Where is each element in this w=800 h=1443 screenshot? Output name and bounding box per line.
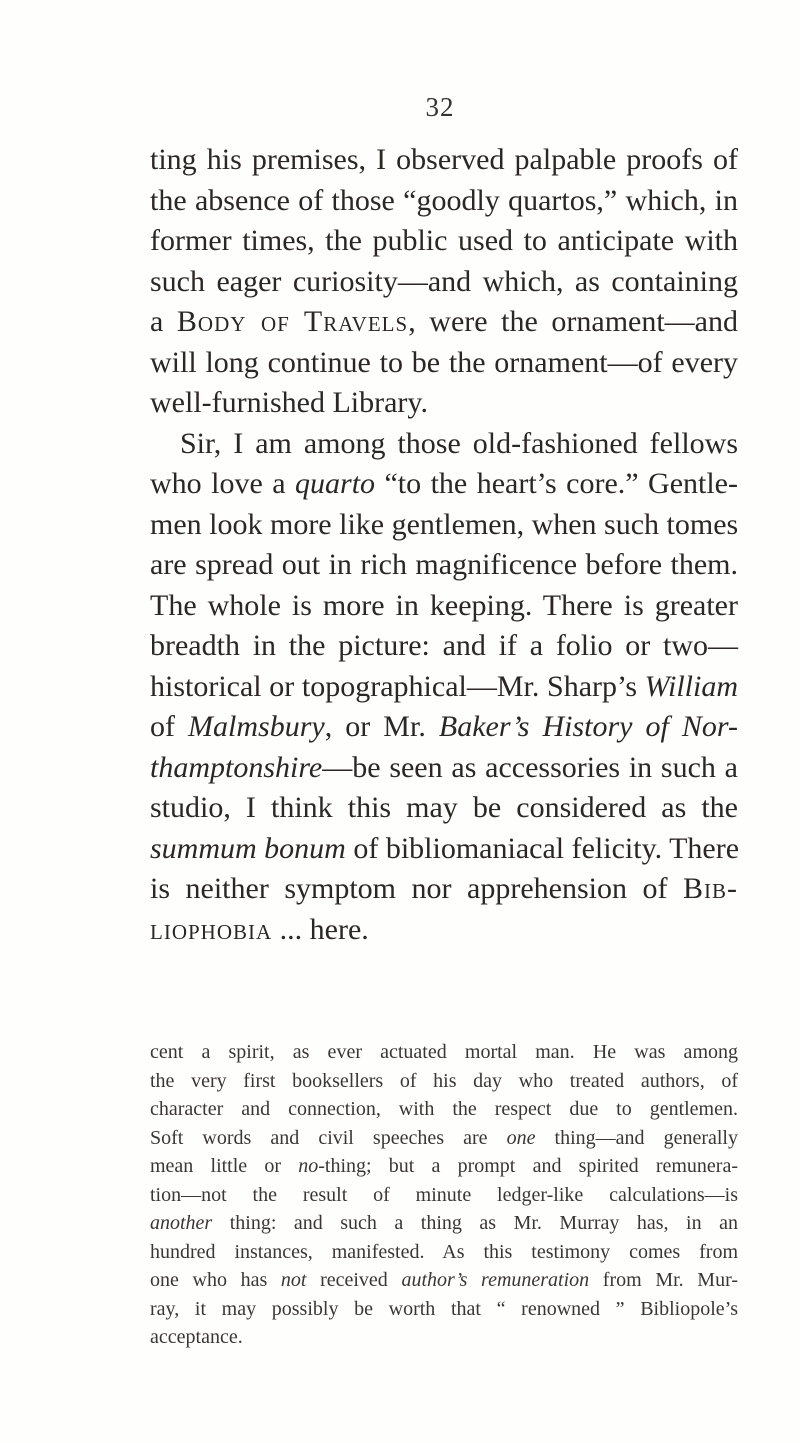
footnote-line: acceptance. <box>150 1326 243 1348</box>
text-line: The whole is more in keeping. There is greater <box>150 588 738 622</box>
footnote-line: character and connection, with the respect due to gentlemen. <box>150 1098 738 1120</box>
footnote-line: cent a spirit, as ever actuated mortal man. He was among <box>150 1041 738 1063</box>
text-segment: received <box>306 1269 402 1291</box>
footnote-line: hundred instances, manifested. As this testimony comes from <box>150 1240 738 1263</box>
footnote-line <box>150 1124 738 1153</box>
italic-phrase: Malmsbury <box>188 710 325 743</box>
text-line <box>150 302 738 343</box>
text-line: Sir, I am among those old-fashioned fellows <box>180 426 738 460</box>
text-segment: of bibliomaniacal felicity. There <box>345 831 740 865</box>
italic-phrase: another <box>150 1212 213 1234</box>
text-segment: is neither symptom nor apprehension of <box>150 872 683 905</box>
italic-phrase: William <box>644 669 738 703</box>
italic-phrase: quarto <box>295 467 376 500</box>
text-line: are spread out in rich magnificence before them. <box>150 548 738 581</box>
text-segment: ... here. <box>272 912 369 946</box>
text-line: studio, I think this may be considered as the <box>150 791 738 824</box>
footnote-block <box>150 1038 738 1352</box>
italic-phrase: thamptonshire <box>150 750 323 784</box>
text-segment: “to the heart’s core.” Gentle- <box>375 467 738 500</box>
text-segment: Soft words and civil speeches are <box>150 1126 507 1149</box>
text-line: ting his premises, I observed palpable proofs of <box>150 143 738 176</box>
text-segment: —be seen as accessories in such a <box>322 750 738 784</box>
italic-phrase: one <box>506 1126 536 1149</box>
text-line <box>150 829 738 870</box>
text-line: the absence of those “goodly quartos,” which, in <box>150 183 738 217</box>
italic-phrase: not <box>280 1269 307 1291</box>
text-line <box>150 910 738 951</box>
text-segment: one who has <box>150 1269 281 1291</box>
footnote-line <box>150 1152 738 1181</box>
text-line <box>150 748 738 789</box>
footnote-line <box>150 1266 738 1295</box>
page-number: 32 <box>425 92 455 122</box>
text-segment: -thing; but a prompt and spirited remunera- <box>318 1155 738 1177</box>
text-segment: thing—and generally <box>535 1126 738 1149</box>
small-caps-phrase: Body of Travels <box>176 305 409 338</box>
text-line: former times, the public used to anticipate with <box>150 224 738 257</box>
footnote-line: the very first booksellers of his day who treated authors, of <box>150 1069 738 1092</box>
text-segment: thing: and such a thing as Mr. Murray has, in an <box>212 1212 738 1234</box>
main-text-block <box>150 140 738 950</box>
text-line <box>150 869 738 910</box>
text-segment: , were the ornament—and <box>408 305 738 338</box>
small-caps-phrase: Bib- <box>683 872 738 905</box>
italic-phrase: author’s remuneration <box>401 1269 590 1291</box>
italic-phrase: no <box>298 1155 319 1177</box>
footnote-line: ray, it may possibly be worth that “ renowned ” Bibliopole’s <box>150 1297 738 1320</box>
text-segment: historical or topographical—Mr. Sharp’s <box>150 669 645 703</box>
text-line: breadth in the picture: and if a folio or two— <box>150 629 738 662</box>
text-segment: from Mr. Mur- <box>589 1269 738 1291</box>
text-line <box>150 667 738 708</box>
text-segment: who love a <box>150 467 296 500</box>
footnote-line <box>150 1209 738 1238</box>
text-line: such eager curiosity—and which, as containing <box>150 264 738 298</box>
text-line: will long continue to be the ornament—of every <box>150 345 738 379</box>
text-segment: of <box>150 710 189 743</box>
italic-phrase: summum bonum <box>150 831 346 865</box>
text-segment: mean little or <box>150 1155 299 1177</box>
text-segment: a <box>150 305 177 338</box>
italic-phrase: Baker’s History of Nor- <box>438 710 738 743</box>
footnote-line: tion—not the result of minute ledger-like calculations—is <box>150 1183 738 1206</box>
text-line: men look more like gentlemen, when such tomes <box>150 507 739 541</box>
text-segment: , or Mr. <box>324 710 439 743</box>
text-line: well-furnished Library. <box>150 386 428 419</box>
text-line <box>150 707 738 748</box>
text-line <box>150 464 738 505</box>
small-caps-phrase: liophobia <box>150 912 273 946</box>
